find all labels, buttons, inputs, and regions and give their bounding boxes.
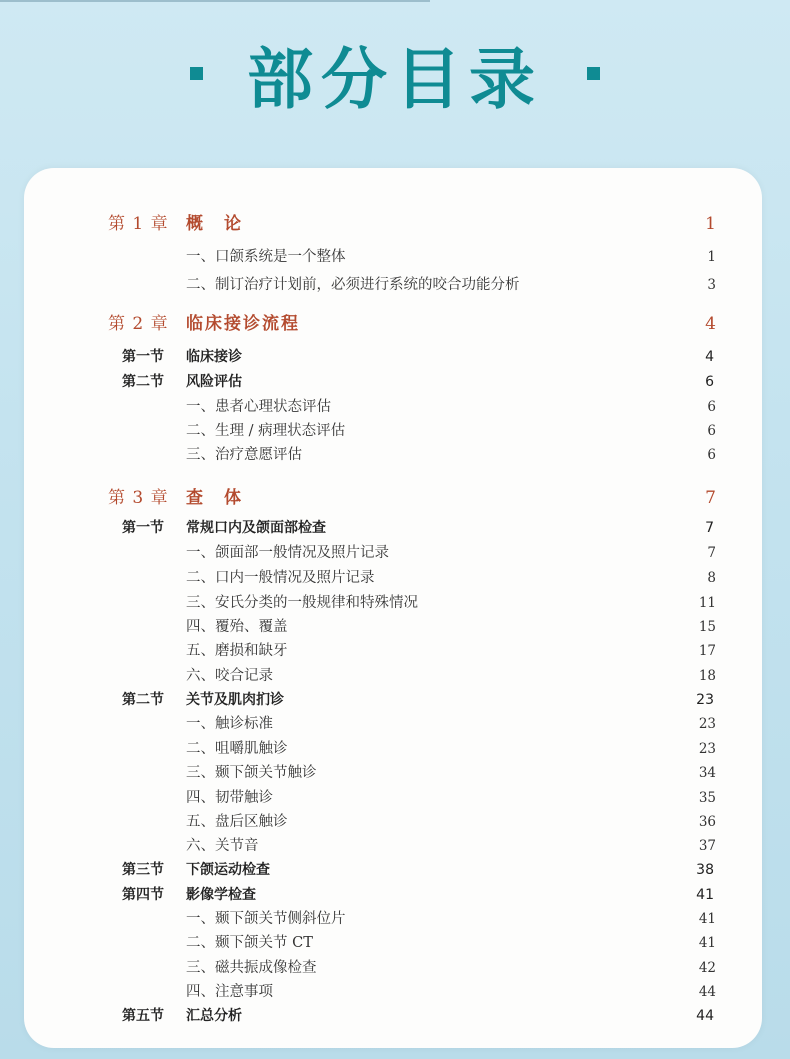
item-page-number: 6 [707,423,716,439]
item-row [24,931,762,955]
section-label: 第一节 [122,520,164,536]
item-page-number: 11 [698,595,716,611]
item-row [24,395,762,419]
item-page-number: 44 [698,984,716,1000]
item-page-number: 36 [698,814,716,830]
section-page-number: 6 [705,374,714,390]
item-page-number: 23 [698,741,716,757]
item-title: 三、磁共振成像检查 [186,960,317,976]
item-row [24,786,762,810]
section-title: 汇总分析 [186,1008,242,1024]
section-label: 第三节 [122,862,164,878]
item-title: 一、患者心理状态评估 [186,399,331,415]
section-row [24,858,762,882]
page-title: 部分目录 [247,40,543,118]
item-page-number: 37 [698,838,716,854]
section-label: 第五节 [122,1008,164,1024]
chapter-title: 查 体 [186,488,243,508]
chapter-row [24,212,762,236]
bullet-dot-left [190,67,203,80]
section-row [24,883,762,907]
item-page-number: 34 [698,765,716,781]
item-page-number: 41 [698,911,716,927]
section-title: 关节及肌肉扪诊 [186,692,284,708]
section-row [24,516,762,540]
chapter-page-number: 4 [705,314,716,334]
item-title: 一、颞下颌关节侧斜位片 [186,911,346,927]
section-row [24,370,762,394]
section-title: 下颌运动检查 [186,862,270,878]
item-title: 四、韧带触诊 [186,790,273,806]
item-row [24,245,762,269]
item-title: 六、关节音 [186,838,259,854]
item-title: 三、治疗意愿评估 [186,447,302,463]
item-row [24,639,762,663]
chapter-title: 概 论 [186,214,243,234]
section-label: 第二节 [122,374,164,390]
item-title: 一、触诊标准 [186,716,273,732]
section-row [24,1004,762,1028]
item-page-number: 15 [698,619,716,635]
item-title: 二、口内一般情况及照片记录 [186,570,375,586]
chapter-label: 第 2 章 [108,314,169,334]
section-page-number: 44 [696,1008,714,1024]
chapter-label: 第 3 章 [108,488,169,508]
item-title: 二、颞下颌关节 CT [186,935,313,951]
section-label: 第四节 [122,887,164,903]
item-row [24,615,762,639]
item-page-number: 23 [698,716,716,732]
item-title: 五、盘后区触诊 [186,814,288,830]
section-page-number: 41 [696,887,714,903]
toc-sheet [24,168,762,1048]
section-row [24,345,762,369]
section-title: 临床接诊 [186,349,242,365]
section-label: 第二节 [122,692,164,708]
item-title: 三、安氏分类的一般规律和特殊情况 [186,595,418,611]
item-row [24,273,762,297]
section-title: 常规口内及颌面部检查 [186,520,326,536]
item-row [24,907,762,931]
section-title: 影像学检查 [186,887,256,903]
item-row [24,737,762,761]
chapter-title: 临床接诊流程 [186,314,300,334]
item-title: 二、生理 / 病理状态评估 [186,423,346,439]
item-title: 二、咀嚼肌触诊 [186,741,288,757]
item-page-number: 1 [707,249,716,265]
item-row [24,956,762,980]
section-title: 风险评估 [186,374,242,390]
item-row [24,541,762,565]
chapter-page-number: 1 [705,214,716,234]
decorative-line [0,0,430,16]
bullet-dot-right [587,67,600,80]
item-title: 四、覆殆、覆盖 [186,619,288,635]
item-row [24,664,762,688]
section-page-number: 4 [705,349,714,365]
item-title: 五、磨损和缺牙 [186,643,288,659]
item-page-number: 35 [698,790,716,806]
item-title: 二、制订治疗计划前，必须进行系统的咬合功能分析 [186,277,520,293]
item-page-number: 3 [707,277,716,293]
item-page-number: 8 [707,570,716,586]
chapter-row [24,486,762,510]
item-row [24,834,762,858]
section-page-number: 38 [696,862,714,878]
item-page-number: 17 [698,643,716,659]
section-label: 第一节 [122,349,164,365]
item-page-number: 7 [707,545,716,561]
item-row [24,810,762,834]
item-title: 一、口颌系统是一个整体 [186,249,346,265]
chapter-label: 第 1 章 [108,214,169,234]
item-title: 六、咬合记录 [186,668,273,684]
section-page-number: 7 [705,520,714,536]
chapter-row [24,312,762,336]
item-row [24,980,762,1004]
section-row [24,688,762,712]
item-page-number: 18 [698,668,716,684]
item-title: 四、注意事项 [186,984,273,1000]
item-row [24,591,762,615]
item-page-number: 6 [707,399,716,415]
item-row [24,761,762,785]
item-row [24,443,762,467]
item-row [24,566,762,590]
item-row [24,419,762,443]
section-page-number: 23 [696,692,714,708]
chapter-page-number: 7 [705,488,716,508]
item-title: 三、颞下颌关节触诊 [186,765,317,781]
item-title: 一、颌面部一般情况及照片记录 [186,545,389,561]
item-page-number: 42 [698,960,716,976]
item-page-number: 41 [698,935,716,951]
item-row [24,712,762,736]
item-page-number: 6 [707,447,716,463]
page-header [0,18,790,128]
